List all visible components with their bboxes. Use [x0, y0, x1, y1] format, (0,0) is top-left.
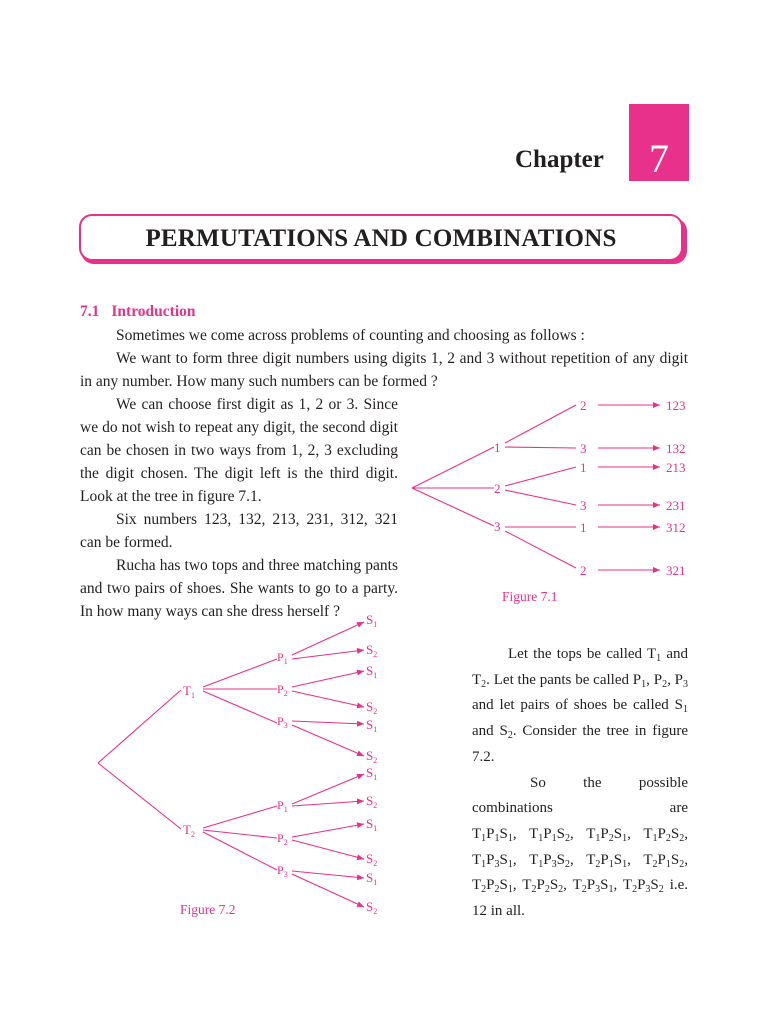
- fig72-pant-6: $P_3$: [277, 863, 288, 879]
- section-heading: [80, 303, 196, 321]
- chapter-number-badge: 7: [629, 104, 689, 181]
- intro-paragraph-2: We want to form three digit numbers using digits 1, 2 and 3 without repetition of any digit in any number. How many such numbers can be formed ?: [80, 350, 688, 390]
- fig72-pant-3: $P_3$: [277, 714, 288, 730]
- fig72-arrow-t2p2-s1: [292, 824, 364, 837]
- section-number: 7.1: [80, 303, 100, 320]
- fig72-shoe-4: $S_2$: [366, 699, 378, 716]
- fig72-shoe-6: $S_2$: [366, 748, 378, 765]
- fig72-top-2: $T_2$: [183, 822, 195, 839]
- fig71-second-1a: 1: [580, 460, 587, 475]
- fig71-first-2: 2: [494, 481, 501, 496]
- combination-item: $T_1P_2S_2$: [643, 825, 685, 844]
- fig72-shoe-8: $S_2$: [366, 793, 378, 810]
- fig71-result-231: 231: [666, 498, 686, 513]
- fig71-second-3a: 3: [580, 441, 587, 456]
- figure-7-1-tree-diagram: [400, 390, 700, 610]
- fig72-arrow-p2-s1: [292, 671, 364, 687]
- paragraph-choose-digits: We can choose first digit as 1, 2 or 3. Since we do not wish to repeat any digit, the second digit can be chosen in two ways from 1, 2, 3 excluding the digit chosen. The digit left is the third digit. Look at the tree in figure 7.1.: [80, 396, 398, 505]
- fig72-branch-root-t1: [98, 690, 181, 763]
- fig72-shoe-10: $S_2$: [366, 851, 378, 868]
- fig71-branch-root-3: [412, 488, 494, 526]
- right-column-text: [472, 642, 688, 925]
- fig71-second-2b: 2: [580, 563, 587, 578]
- fig72-arrow-p2-s2: [292, 691, 364, 707]
- fig72-arrow-p1-s1: [292, 622, 364, 655]
- fig71-first-3: 3: [494, 519, 501, 534]
- fig71-branch-1-3: [505, 447, 576, 448]
- combination-item: $T_1P_1S_2$: [529, 825, 570, 844]
- fig72-pant-1: $P_1$: [277, 650, 288, 666]
- fig72-branch-t1-p1: [203, 659, 277, 687]
- fig72-branch-t2-p1: [203, 806, 277, 828]
- fig72-arrow-t2p2-s2: [292, 840, 364, 859]
- combination-item: $T_1P_3S_2$: [529, 851, 570, 870]
- fig72-branch-root-t2: [98, 763, 181, 829]
- fig72-shoe-11: $S_1$: [366, 870, 378, 887]
- chapter-title: PERMUTATIONS AND COMBINATIONS: [79, 214, 683, 261]
- fig72-shoe-3: $S_1$: [366, 663, 378, 680]
- combination-item: $T_1P_2S_1$: [586, 825, 628, 844]
- fig72-arrow-p3-s2: [292, 725, 364, 756]
- combination-item: $T_2P_3S_2$: [622, 877, 664, 896]
- fig72-pant-2: $P_2$: [277, 682, 288, 698]
- combination-item: $T_2P_2S_1$: [472, 877, 513, 896]
- fig72-branch-t1-p3: [203, 691, 277, 723]
- combination-item: $T_2P_3S_1$: [572, 877, 614, 896]
- combinations-list: $T_1P_1S_1$, $T_1P_1S_2$, $T_1P_2S_1$, $T_1P_2S_2$, $T_1P_3S_1$, $T_1P_3S_2$, $T_2P_1S_1$, $T_2P_1S_2$, $T_2P_2S_1$, $T_2P_2S_2$, $T_2P_3S_1$, $T_2P_3S_2$ i.e. 12 in all.: [472, 825, 689, 920]
- paragraph-rucha: Rucha has two tops and three matching pants and two pairs of shoes. She wants to go to a party. In how many ways can she dress herself ?: [80, 557, 398, 620]
- fig72-top-1: $T_1$: [183, 683, 195, 700]
- combination-item: $T_2P_1S_2$: [643, 851, 685, 870]
- fig72-shoe-7: $S_1$: [366, 765, 378, 782]
- fig72-shoe-5: $S_1$: [366, 717, 378, 734]
- fig72-branch-t2-p3: [203, 832, 277, 870]
- paragraph-so-possible: So the possible combinations are: [472, 774, 688, 817]
- combination-total: i.e. 12 in all.: [472, 877, 689, 920]
- fig72-pant-4: $P_1$: [277, 798, 288, 814]
- chapter-title-band: [79, 214, 688, 266]
- fig71-result-312: 312: [666, 520, 686, 535]
- fig72-shoe-1: $S_1$: [366, 612, 378, 629]
- fig72-branch-t2-p2: [203, 830, 277, 838]
- fig72-shoe-12: $S_2$: [366, 899, 378, 916]
- fig72-arrow-p3-s1: [292, 721, 364, 724]
- paragraph-naming: Let the tops be called $T_1$ and $T_2$. Let the pants be called $P_1$, $P_2$, $P_3$ and let pairs of shoes be called $S_1$ and $S_2$. Consider the tree in figure 7.2.: [472, 646, 689, 765]
- fig72-arrow-p1-s2: [292, 650, 364, 659]
- fig71-branch-2-1: [505, 467, 576, 486]
- combination-item: $T_1P_1S_1$: [472, 825, 513, 844]
- fig72-shoe-2: $S_2$: [366, 642, 378, 659]
- fig71-result-321: 321: [666, 563, 686, 578]
- fig72-arrow-t2p1-s2: [292, 801, 364, 806]
- paragraph-six-numbers: Six numbers 123, 132, 213, 231, 312, 321 can be formed.: [80, 511, 398, 551]
- fig71-second-3b: 3: [580, 498, 587, 513]
- figure-7-2-tree-diagram: [90, 610, 390, 920]
- fig71-result-132: 132: [666, 441, 686, 456]
- fig72-arrow-t2p1-s1: [292, 774, 364, 804]
- section-title: Introduction: [111, 303, 196, 320]
- chapter-label: Chapter: [515, 146, 604, 173]
- fig71-result-213: 213: [666, 460, 686, 475]
- combination-item: $T_2P_2S_2$: [522, 877, 564, 896]
- fig71-first-1: 1: [494, 440, 501, 455]
- fig71-branch-2-3: [505, 490, 576, 505]
- fig72-pant-5: $P_2$: [277, 831, 288, 847]
- fig71-second-2a: 2: [580, 398, 587, 413]
- fig72-shoe-9: $S_1$: [366, 816, 378, 833]
- fig72-arrow-t2p3-s2: [292, 874, 364, 907]
- figure-7-2-caption: Figure 7.2: [180, 902, 236, 917]
- left-column-text: [80, 393, 398, 623]
- fig71-branch-root-1: [412, 447, 494, 488]
- fig71-second-1b: 1: [580, 520, 587, 535]
- fig72-arrow-t2p3-s1: [292, 871, 364, 878]
- combination-item: $T_2P_1S_1$: [586, 851, 628, 870]
- figure-7-1-caption: Figure 7.1: [502, 589, 558, 604]
- intro-block: [80, 324, 688, 393]
- fig71-branch-1-2: [505, 405, 576, 443]
- fig71-result-123: 123: [666, 398, 686, 413]
- combination-item: $T_1P_3S_1$: [472, 851, 513, 870]
- intro-paragraph-1: Sometimes we come across problems of counting and choosing as follows :: [116, 327, 585, 344]
- fig71-branch-3-2: [505, 531, 576, 568]
